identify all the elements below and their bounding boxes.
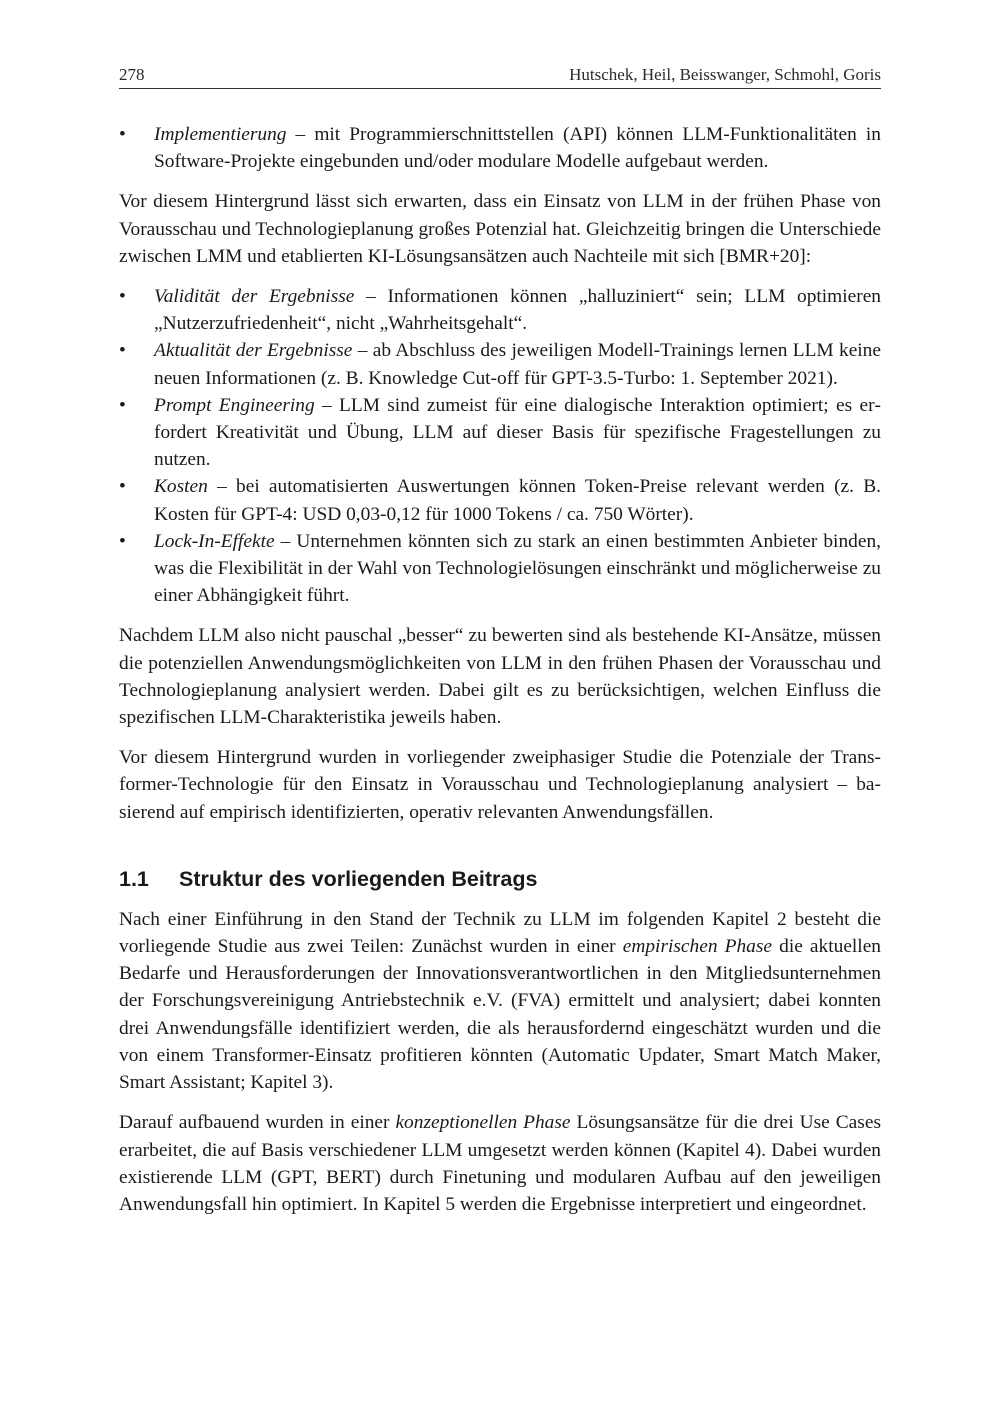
- paragraph-text: Nach einer Einführung in den Stand der Technik zu LLM im folgenden Kapitel 2 besteht die vorliegende Studie aus zwei Teilen: Zunächst wurden in einer: [119, 908, 881, 958]
- list-item-text: – ab Abschluss des jeweiligen Modell-Trainings lernen LLM keine neuen Informationen (z. B. Knowledge Cut-off für GPT-3.5-Turbo: 1. September 2021).: [154, 340, 881, 389]
- paragraph: Vor diesem Hintergrund wurden in vorliegender zweiphasiger Studie die Potenziale der Transformer-Technologie für den Einsatz in Vorausschau und Technologieplanung analysiert – basierend auf empirisch identifizierten, operativ relevanten Anwendungsfällen.: [119, 747, 881, 823]
- paragraph-text: Lösungsansätze für die drei Use Cases erarbeitet, die auf Basis verschiedener LLM umgesetzt werden können (Kapitel 4). Dabei wurden existierende LLM (GPT, BERT) durch Finetuning und modularen Aufbau auf den jeweiligen Anwendungsfall hin optimiert. In Kapitel 5 werden die Ergebnisse interpretiert und eingeordnet.: [119, 1112, 881, 1215]
- bullet-icon: •: [119, 340, 126, 362]
- list-item-text: – Informationen können „halluziniert“ sein; LLM optimieren „Nutzerzufriedenheit“, nicht „Wahrheitsgehalt“.: [154, 286, 881, 335]
- paragraph: Nachdem LLM also nicht pauschal „besser“ zu bewerten sind als bestehende KI-Ansätze, müssen die potenziellen Anwendungsmöglichkeiten von LLM in den frühen Phasen der Vorausschau und Technologieplanung analysiert werden. Dabei gilt es zu berücksichtigen, welchen Einfluss die spezifischen LLM-Charakteristika jeweils haben.: [119, 625, 881, 729]
- paragraph: Vor diesem Hintergrund lässt sich erwarten, dass ein Einsatz von LLM in der frühen Phase von Vorausschau und Technologieplanung großes Potenzial hat. Gleichzeitig bringen die Unterschiede zwischen LMM und etablierten KI-Lösungsansätzen auch Nachteile mit sich [BMR+20]:: [119, 191, 881, 267]
- list-item-term: Validität der Ergebnisse: [154, 286, 355, 308]
- bullet-icon: •: [119, 530, 126, 552]
- page-body: [119, 121, 881, 1218]
- bullet-icon: •: [119, 124, 126, 145]
- paragraph-emphasis: empirischen Phase: [622, 936, 773, 958]
- list-item: [119, 337, 881, 391]
- list-item: [119, 121, 881, 175]
- list-item: [119, 283, 881, 337]
- list-item: [119, 392, 881, 474]
- bullet-icon: •: [119, 476, 126, 498]
- paragraph: [119, 906, 881, 1096]
- paragraph-text: Darauf aufbauend wurden in einer: [119, 1112, 396, 1134]
- list-item-term: Aktualität der Ergebnisse: [154, 340, 353, 362]
- list-item-term: Kosten: [154, 476, 208, 498]
- section-number: 1.1: [119, 866, 149, 891]
- page-number: 278: [119, 65, 145, 84]
- bullet-icon: •: [119, 394, 126, 416]
- paragraph-text: die aktuellen Bedarfe und Herausforderungen der Innovationsverantwortlichen in den Mitgliedsunternehmen der Forschungsvereinigung Antriebstechnik e.V. (FVA) ermittelt und analysiert; dabei konnten drei Anwendungsfälle identifiziert werden, die als herausfordernd eingeschätzt wurden und die von einem Transformer-Einsatz profitieren könnten (Automatic Updater, Smart Match Maker, Smart Assistant; Kapitel 3).: [119, 936, 881, 1094]
- list-item-term: Lock-In-Effekte: [154, 530, 275, 552]
- bullet-icon: •: [119, 286, 126, 308]
- bullet-list-top: [119, 121, 881, 175]
- list-item-text: – bei automatisierten Auswertungen können Token-Preise relevant werden (z. B. Kosten für GPT-4: USD 0,03-0,12 für 1000 Tokens / ca. 750 Wörter).: [154, 476, 881, 525]
- list-item-term: Prompt Engineering: [154, 394, 315, 416]
- running-header-authors: Hutschek, Heil, Beisswanger, Schmohl, Goris: [569, 65, 881, 84]
- section-heading: [119, 864, 881, 894]
- running-header: [119, 62, 881, 89]
- list-item-text: – Unternehmen könnten sich zu stark an einen bestimmten Anbieter binden, was die Flexibilität in der Wahl von Technologielösungen einschränkt und möglicherweise zu einer Abhängigkeit führt.: [154, 530, 881, 607]
- list-item-term: Implementierung: [154, 124, 287, 145]
- paragraph: [119, 1109, 881, 1218]
- list-item-text: – LLM sind zumeist für eine dialogische Interaktion optimiert; es erfordert Kreativität und Übung, LLM auf dieser Basis für spezifische Fragestellungen zu nutzen.: [154, 394, 881, 471]
- list-item: [119, 528, 881, 610]
- paragraph-emphasis: konzeptionellen Phase: [395, 1112, 571, 1134]
- section-title: Struktur des vorliegenden Beitrags: [179, 866, 538, 891]
- bullet-list-drawbacks: [119, 283, 881, 609]
- list-item-text: – mit Programmierschnittstellen (API) können LLM-Funktionalitäten in Software-Projekte eingebunden und/oder modulare Modelle aufgebaut werden.: [154, 124, 881, 173]
- list-item: [119, 473, 881, 527]
